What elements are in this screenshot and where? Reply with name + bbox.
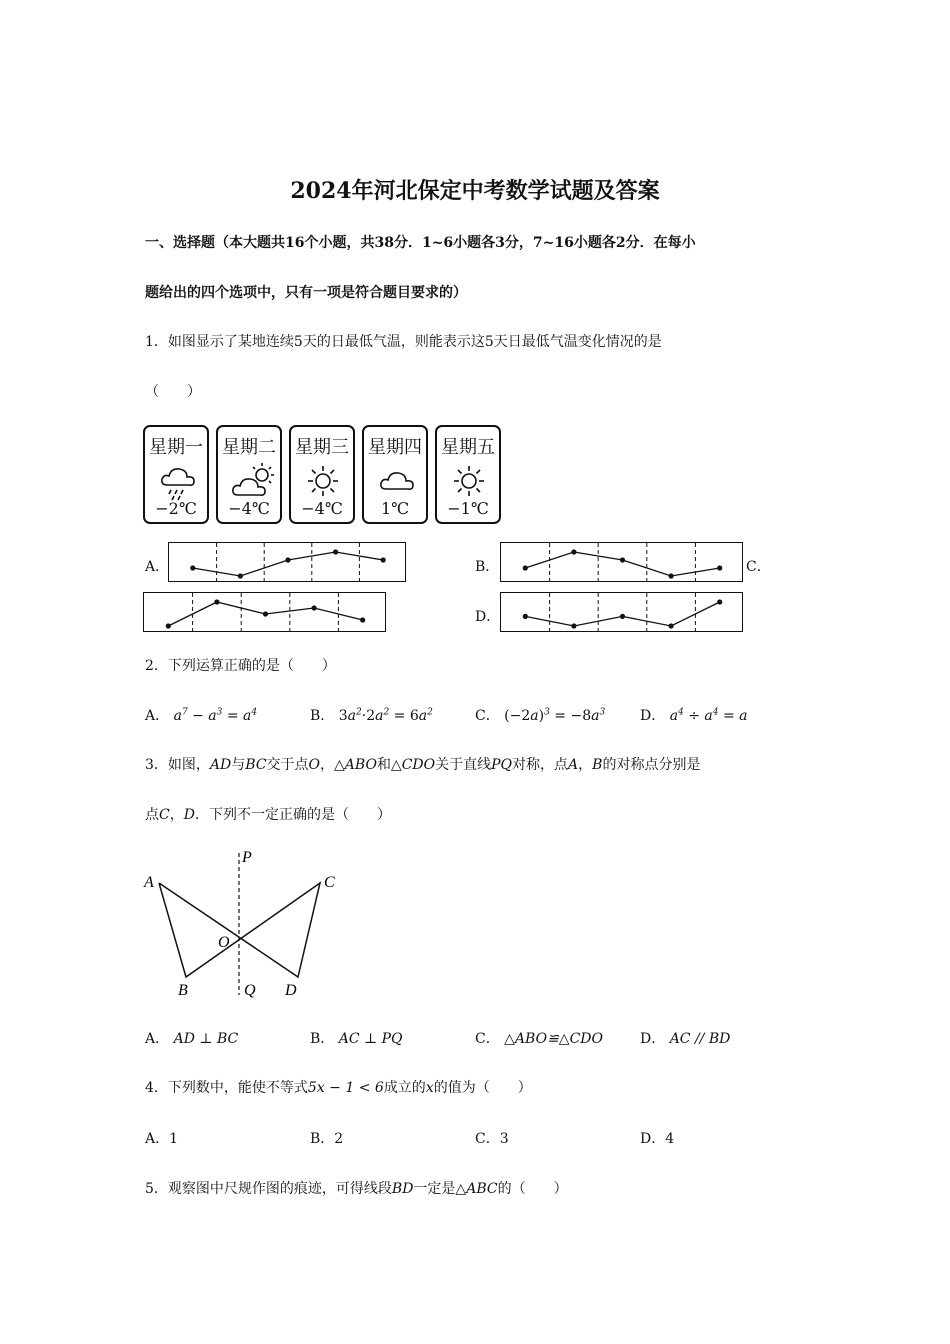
q3-l1-o: O bbox=[308, 757, 321, 773]
q5-bd: BD bbox=[391, 1181, 414, 1197]
chart-point bbox=[620, 614, 625, 619]
q3-l1-prefix: 3．如图， bbox=[145, 757, 210, 773]
q3-option-b-label: B． bbox=[310, 1031, 335, 1047]
q1-option-d-label: D． bbox=[475, 609, 501, 625]
q2-option-d-label: D． bbox=[640, 708, 666, 724]
label-a: A bbox=[144, 874, 154, 891]
q3-option-c-text: △ABO≌△CDO bbox=[504, 1031, 603, 1047]
q1-text-line1: 1．如图显示了某地连续5天的日最低气温，则能表示这5天日最低气温变化情况的是 bbox=[145, 334, 662, 350]
q2-option-b-label: B． bbox=[310, 708, 335, 724]
chart-point bbox=[717, 599, 722, 604]
weather-day: 星期二 bbox=[222, 437, 276, 458]
weather-card-4 bbox=[362, 425, 428, 524]
cloud-icon bbox=[378, 461, 418, 501]
q3-l1-mid2: 交于点 bbox=[266, 757, 309, 773]
q3-option-c bbox=[475, 1028, 603, 1048]
weather-temp: −4℃ bbox=[301, 499, 343, 518]
q5-text bbox=[145, 1178, 568, 1198]
label-p: P bbox=[242, 849, 252, 866]
chart-series-line bbox=[525, 552, 719, 576]
weather-card-5 bbox=[435, 425, 501, 524]
q3-l2-d: D bbox=[183, 807, 195, 823]
chart-point bbox=[523, 565, 528, 570]
chart-point bbox=[620, 557, 625, 562]
q1-option-c-label: C． bbox=[746, 559, 771, 575]
sun-icon bbox=[303, 461, 343, 501]
q3-l1-mid5: 关于直线 bbox=[435, 757, 492, 773]
q3-option-b-text: AC ⊥ PQ bbox=[338, 1031, 403, 1047]
q2-option-b bbox=[310, 705, 433, 725]
q3-option-d-text: AC // BD bbox=[669, 1031, 731, 1047]
sun-icon bbox=[449, 461, 489, 501]
chart-point bbox=[381, 557, 386, 562]
q3-l1-b: B bbox=[592, 757, 603, 773]
chart-point bbox=[333, 549, 338, 554]
q4-text bbox=[145, 1077, 532, 1097]
q2-option-a-label: A． bbox=[145, 708, 170, 724]
q3-text-line1 bbox=[145, 754, 700, 774]
q4-prefix: 4．下列数中，能使不等式 bbox=[145, 1080, 308, 1096]
q5-abc: ABC bbox=[466, 1181, 498, 1197]
q3-l2-c: C bbox=[159, 807, 170, 823]
chart-point bbox=[571, 623, 576, 628]
q2-option-b-formula: $3a^2\cdot 2a^2 = 6a^2$ bbox=[338, 707, 433, 724]
chart-point bbox=[523, 614, 528, 619]
rain-cloud-icon bbox=[159, 461, 199, 501]
chart-point bbox=[263, 611, 268, 616]
q3-option-d bbox=[640, 1028, 730, 1048]
q1-chart-d bbox=[500, 592, 743, 632]
q4-mid: 成立的 bbox=[383, 1080, 426, 1096]
q3-l1-ad: AD bbox=[209, 757, 232, 773]
q3-l1-mid6: 对称，点 bbox=[512, 757, 569, 773]
q1-option-b-label: B． bbox=[475, 559, 500, 575]
q3-l1-cdo: CDO bbox=[401, 757, 436, 773]
q1-text-line2: （ ） bbox=[145, 384, 201, 400]
q3-l1-end: 的对称点分别是 bbox=[602, 757, 701, 773]
q3-l1-bc: BC bbox=[245, 757, 267, 773]
q4-end: 的值为（ ） bbox=[433, 1080, 532, 1096]
chart-series-line bbox=[193, 552, 383, 576]
q3-l1-a: A bbox=[568, 757, 579, 773]
page-title: 2024年河北保定中考数学试题及答案 bbox=[290, 178, 660, 204]
q3-option-b bbox=[310, 1028, 403, 1048]
q3-option-d-label: D． bbox=[640, 1031, 666, 1047]
weather-day: 星期五 bbox=[441, 437, 495, 458]
label-o: O bbox=[218, 934, 230, 951]
weather-day: 星期三 bbox=[295, 437, 349, 458]
q3-l1-mid4: 和△ bbox=[376, 757, 402, 773]
q3-l1-pq: PQ bbox=[491, 757, 513, 773]
weather-temp: −1℃ bbox=[447, 499, 489, 518]
weather-card-1 bbox=[143, 425, 209, 524]
q5-end: 的（ ） bbox=[497, 1181, 568, 1197]
q2-text: 2．下列运算正确的是（ ） bbox=[145, 658, 336, 674]
q3-l1-comma: ， bbox=[578, 757, 593, 773]
q4-option-a: A．1 bbox=[145, 1131, 179, 1147]
chart-point bbox=[285, 557, 290, 562]
label-q: Q bbox=[244, 982, 256, 999]
sun-cloud-icon bbox=[232, 461, 276, 501]
q3-l1-mid1: 与 bbox=[231, 757, 246, 773]
chart-point bbox=[669, 573, 674, 578]
q2-option-a bbox=[145, 705, 257, 725]
section-heading-line1: 一、选择题（本大题共16个小题，共38分．1~6小题各3分，7~16小题各2分．在每小 bbox=[145, 235, 696, 251]
q2-option-c bbox=[475, 705, 605, 725]
weather-day: 星期一 bbox=[149, 437, 203, 458]
q2-option-a-formula: $a^7 - a^3 = a^4$ bbox=[173, 707, 258, 724]
weather-card-2 bbox=[216, 425, 282, 524]
q1-chart-b bbox=[500, 542, 743, 582]
q3-option-c-label: C． bbox=[475, 1031, 500, 1047]
q4-option-c: C．3 bbox=[475, 1131, 509, 1147]
chart-point bbox=[312, 605, 317, 610]
section-heading-line2: 题给出的四个选项中，只有一项是符合题目要求的） bbox=[145, 285, 467, 301]
chart-point bbox=[571, 549, 576, 554]
weather-card-3 bbox=[289, 425, 355, 524]
weather-temp: −2℃ bbox=[155, 499, 197, 518]
label-c: C bbox=[324, 874, 335, 891]
q2-option-d bbox=[640, 705, 747, 725]
q1-chart-a bbox=[168, 542, 406, 582]
chart-point bbox=[360, 617, 365, 622]
q4-inequality: 5x − 1 < 6 bbox=[307, 1080, 384, 1096]
label-d: D bbox=[285, 982, 297, 999]
q2-option-c-label: C． bbox=[475, 708, 500, 724]
q3-option-a bbox=[145, 1028, 238, 1048]
weather-temp: 1℃ bbox=[380, 499, 410, 518]
chart-point bbox=[669, 623, 674, 628]
chart-point bbox=[166, 623, 171, 628]
q3-geometry-figure bbox=[138, 845, 348, 1005]
q3-option-a-label: A． bbox=[145, 1031, 170, 1047]
q4-option-b: B．2 bbox=[310, 1131, 344, 1147]
q5-prefix: 5．观察图中尺规作图的痕迹，可得线段 bbox=[145, 1181, 392, 1197]
label-b: B bbox=[178, 982, 188, 999]
q3-option-a-text: AD ⊥ BC bbox=[173, 1031, 239, 1047]
q2-option-c-formula: $(-2a)^3 = -8a^3$ bbox=[504, 707, 606, 724]
q3-l2-end: ．下列不一定正确的是（ ） bbox=[194, 807, 391, 823]
weather-temp: −4℃ bbox=[228, 499, 270, 518]
q3-l1-mid3: ，△ bbox=[320, 757, 345, 773]
q3-text-line2 bbox=[145, 804, 391, 824]
q2-option-d-formula: $a^4 \div a^4 = a$ bbox=[669, 707, 748, 724]
chart-point bbox=[190, 565, 195, 570]
chart-point bbox=[238, 573, 243, 578]
q3-l1-abo: ABO bbox=[344, 757, 377, 773]
q5-mid: 一定是△ bbox=[413, 1181, 467, 1197]
q1-chart-c bbox=[143, 592, 386, 632]
q3-l2-prefix: 点 bbox=[145, 807, 159, 823]
q4-var: x bbox=[425, 1080, 434, 1096]
q3-l2-comma: ， bbox=[169, 807, 184, 823]
q1-option-a-label: A． bbox=[145, 559, 170, 575]
q4-option-d: D．4 bbox=[640, 1131, 675, 1147]
weather-day: 星期四 bbox=[368, 437, 422, 458]
chart-point bbox=[717, 565, 722, 570]
chart-point bbox=[214, 599, 219, 604]
